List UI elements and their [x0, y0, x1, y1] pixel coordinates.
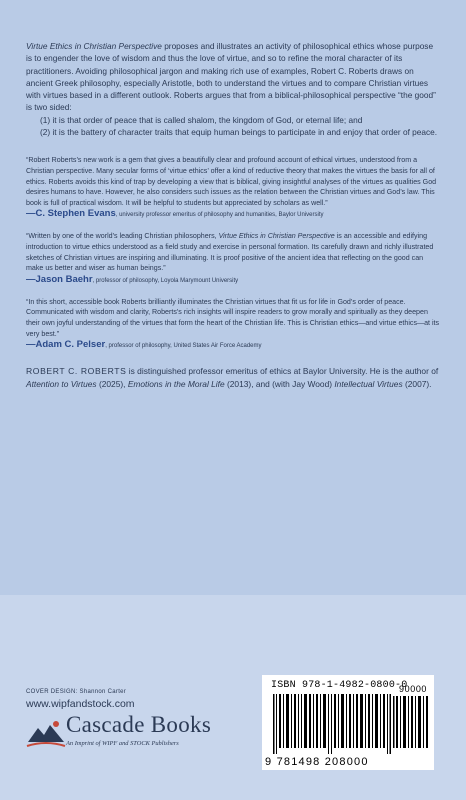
- endorser-role: university professor emeritus of philosophy and humanities, Baylor University: [119, 212, 324, 219]
- endorser-role: professor of philosophy, United States Air Force Academy: [108, 343, 262, 350]
- book-description: [26, 40, 441, 138]
- endorser-role: professor of philosophy, Loyola Marymount University: [95, 277, 239, 284]
- endorsement-text-b: is an accessible and edifying introduction to virtue ethics understood as a field study and exercise in personal formation. Its carefully drawn and richly illustrated sketches of Christian virtues are inspiring and illuminating. It is proof positive of the ancient idea that reflecting on the good can make us better and wiser as human beings.”: [26, 232, 434, 273]
- endorser-name: —C. Stephen Evans: [26, 208, 116, 220]
- bio-book-title: Emotions in the Moral Life: [127, 379, 225, 390]
- bio-text: (2025),: [96, 379, 128, 390]
- bio-book-title: Intellectual Virtues: [334, 379, 403, 390]
- cover-design-credit: COVER DESIGN: Shannon Carter: [26, 689, 127, 695]
- mountain-logo-icon: [26, 716, 66, 750]
- barcode: [262, 675, 434, 770]
- price-barcode-bars: [393, 696, 429, 748]
- price-code: 90000: [399, 684, 428, 694]
- description-text: proposes and illustrates an activity of philosophical ethics whose purpose is to engender the love of wisdom and thus the love of virtue, and so to refine the moral character of its practitioners. Avoiding philosophical jargon and making rich use of examples, Robert C. Roberts draws on ancient Greek philosophy, especially Aristotle, both to understand the virtues and to compare Christian virtues with virtues based in a different outlook. Roberts argues that from a biblical-philosophical perspective “the good” is two sided:: [26, 41, 436, 113]
- endorsement-text: “In this short, accessible book Roberts brilliantly illuminates the Christian virtues that fit us for life in God’s order of peace. Communicated with wisdom and clarity, Roberts’s rich insights will inspire readers to grow morally and spiritually as they deepen their own joyful understanding of the virtues that form the heart of the Christian life. This is Christian ethics—and virtue ethics—at its very best.”: [26, 297, 440, 338]
- good-list: [26, 114, 441, 139]
- bio-text: (2007).: [402, 379, 432, 390]
- barcode-digits: 9 781498 208000: [265, 756, 369, 768]
- endorsements: [26, 155, 441, 351]
- endorsement-pelser: [26, 297, 441, 351]
- endorsement-book-title: Virtue Ethics in Christian Perspective: [218, 232, 335, 241]
- endorser-name: —Jason Baehr: [26, 273, 93, 285]
- isbn-label: ISBN 978-1-4982-0800-0: [271, 680, 408, 691]
- endorsement-attribution: —C. Stephen Evans, university professor emeritus of philosophy and humanities, Baylor University: [26, 208, 324, 220]
- endorser-name: —Adam C. Pelser: [26, 339, 106, 351]
- endorsement-baehr: [26, 231, 441, 285]
- bio-text: (2013), and (with Jay Wood): [224, 379, 335, 390]
- book-title: Virtue Ethics in Christian Perspective: [26, 41, 162, 51]
- author-name: ROBERT C. ROBERTS: [26, 366, 127, 377]
- endorsement-text: [26, 231, 441, 273]
- main-text: [26, 40, 441, 391]
- endorsement-attribution: —Adam C. Pelser, professor of philosophy, United States Air Force Academy: [26, 339, 262, 351]
- publisher-imprint: An Imprint of WIPF and STOCK Publishers: [66, 740, 179, 747]
- endorsement-evans: [26, 155, 441, 220]
- endorsement-text-a: “Written by one of the world’s leading Christian philosophers,: [26, 232, 219, 241]
- publisher-url[interactable]: www.wipfandstock.com: [26, 698, 135, 710]
- author-bio: [26, 365, 441, 391]
- good-item-1: (1) it is that order of peace that is called shalom, the kingdom of God, or eternal life; and: [40, 114, 363, 125]
- publisher-name: Cascade Books: [66, 712, 212, 737]
- endorsement-text: “Robert Roberts’s new work is a gem that gives a beautifully clear and profound account of ethical virtues, understood from a Christian perspective. Many secular forms of ‘virtue ethics’ offer a kind of reductive theory that makes the virtues the basis for all of ethics. Roberts avoids this kind of trap by developing a view that is biblical, giving insightful analyses of the virtues as qualities God desires humans to have. However, he also considers such issues as the relation between the Christian virtues and God’s law. This book is full of practical wisdom. It will be helpful to students but appreciated by scholars as well.”: [26, 156, 437, 207]
- endorsement-attribution: —Jason Baehr, professor of philosophy, Loyola Marymount University: [26, 273, 239, 285]
- good-item-2: (2) it is the battery of character traits that equip human beings to participate in and enjoy that order of peace.: [40, 127, 438, 138]
- publisher-logo: [26, 712, 236, 752]
- bio-text: is distinguished professor emeritus of ethics at Baylor University. He is the author of: [126, 366, 439, 377]
- description-paragraph: [26, 40, 441, 114]
- bio-book-title: Attention to Virtues: [26, 379, 97, 390]
- barcode-bars: [273, 694, 391, 754]
